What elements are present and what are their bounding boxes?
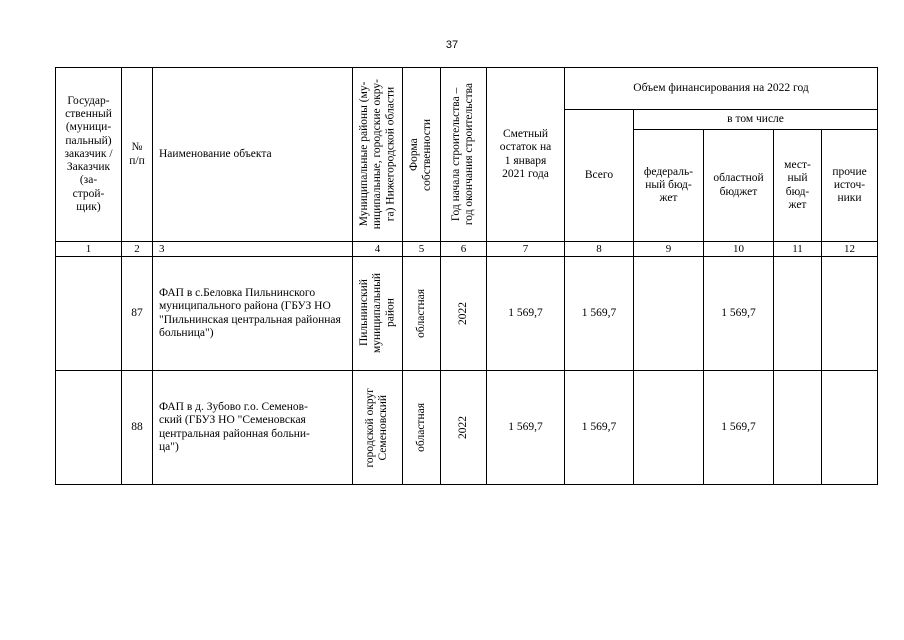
- column-number: 4: [353, 242, 403, 257]
- header-balance: Сметный остаток на 1 января 2021 года: [487, 68, 565, 242]
- header-district: Муниципальные районы (му- ниципальные, городские окру- га) Нижегородской области: [353, 68, 403, 242]
- header-including: в том числе: [634, 110, 878, 130]
- cell-district: городской округ Семеновский: [353, 371, 403, 485]
- cell-balance: 1 569,7: [487, 257, 565, 371]
- cell-other: [822, 257, 878, 371]
- cell-federal: [634, 257, 704, 371]
- header-other: прочие источ- ники: [822, 130, 878, 242]
- column-number: 9: [634, 242, 704, 257]
- column-number: 5: [403, 242, 441, 257]
- column-number: 10: [704, 242, 774, 257]
- column-number: 12: [822, 242, 878, 257]
- cell-no: 88: [122, 371, 153, 485]
- header-federal: федераль- ный бюд- жет: [634, 130, 704, 242]
- cell-district: Пильнинский муниципальный район: [353, 257, 403, 371]
- cell-object-name: ФАП в с.Беловка Пильнинского муниципального района (ГБУЗ НО "Пильнинская центральная районная больница"): [153, 257, 353, 371]
- cell-customer: [56, 257, 122, 371]
- column-numbers-row: [56, 242, 878, 257]
- financing-table: [55, 67, 878, 485]
- column-number: 8: [565, 242, 634, 257]
- cell-years: 2022: [441, 257, 487, 371]
- cell-years: 2022: [441, 371, 487, 485]
- cell-ownership: областная: [403, 371, 441, 485]
- column-number: 3: [153, 242, 353, 257]
- cell-no: 87: [122, 257, 153, 371]
- header-customer: Государ- ственный (муници- пальный) заказчик / Заказчик (за- строй- щик): [56, 68, 122, 242]
- cell-local: [774, 257, 822, 371]
- column-number: 6: [441, 242, 487, 257]
- header-object-name: Наименование объекта: [153, 68, 353, 242]
- column-number: 11: [774, 242, 822, 257]
- page-number: 37: [445, 39, 459, 51]
- cell-federal: [634, 371, 704, 485]
- cell-object-name: ФАП в д. Зубово г.о. Семенов- ский (ГБУЗ НО "Семеновская центральная районная больни- ца"): [153, 371, 353, 485]
- header-total: Всего: [565, 110, 634, 242]
- cell-customer: [56, 371, 122, 485]
- header-years: Год начала строительства – год окончания строительства: [441, 68, 487, 242]
- column-number: 1: [56, 242, 122, 257]
- cell-local: [774, 371, 822, 485]
- header-ownership: Форма собственности: [403, 68, 441, 242]
- cell-ownership: областная: [403, 257, 441, 371]
- header-regional: областной бюджет: [704, 130, 774, 242]
- cell-regional: 1 569,7: [704, 371, 774, 485]
- cell-regional: 1 569,7: [704, 257, 774, 371]
- table-row: [56, 257, 878, 371]
- cell-balance: 1 569,7: [487, 371, 565, 485]
- cell-other: [822, 371, 878, 485]
- header-row-1: [56, 68, 878, 110]
- cell-total: 1 569,7: [565, 257, 634, 371]
- header-no: № п/п: [122, 68, 153, 242]
- header-local: мест- ный бюд- жет: [774, 130, 822, 242]
- cell-total: 1 569,7: [565, 371, 634, 485]
- column-number: 7: [487, 242, 565, 257]
- header-financing: Объем финансирования на 2022 год: [565, 68, 878, 110]
- column-number: 2: [122, 242, 153, 257]
- table-row: [56, 371, 878, 485]
